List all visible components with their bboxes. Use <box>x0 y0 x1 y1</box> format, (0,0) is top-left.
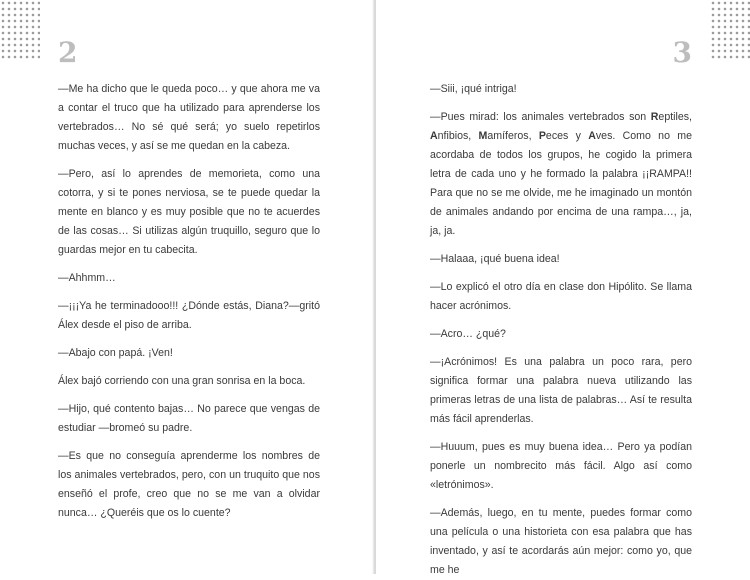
text-run: nfibios, <box>437 130 479 142</box>
page-number: 2 <box>58 36 78 69</box>
body-text <box>430 80 692 580</box>
bold-initial: R <box>650 111 659 123</box>
paragraph <box>430 108 692 241</box>
text-run: —Pues mirad: los animales vertebrados son <box>430 111 651 123</box>
paragraph: Álex bajó corriendo con una gran sonrisa en la boca. <box>58 375 306 387</box>
paragraph: —Halaaa, ¡qué buena idea! <box>430 253 560 265</box>
paragraph: —Siii, ¡qué intriga! <box>430 83 517 95</box>
paragraph: —¡Acrónimos! Es una palabra un poco rara, pero significa formar una palabra nueva utilizando las primeras letras de una lista de palabras… Así te resulta más fácil aprenderlas. <box>430 356 692 425</box>
bold-initial: M <box>478 130 488 142</box>
left-page <box>0 0 374 574</box>
bold-initial: A <box>430 130 438 142</box>
paragraph: —Huuum, pues es muy buena idea… Pero ya podían ponerle un nombrecito más fácil. Algo así como «letrónimos». <box>430 441 692 491</box>
paragraph: —Hijo, qué contento bajas… No parece que vengas de estudiar —bromeó su padre. <box>58 403 320 434</box>
paragraph: —Acro… ¿qué? <box>430 328 506 340</box>
text-run: amíferos, <box>487 130 539 142</box>
text-run: eces y <box>545 130 589 142</box>
dot-pattern-decoration <box>0 0 40 60</box>
text-run: ves. Como no me acordaba de todos los grupos, he cogido la primera letra de cada uno y he formado la palabra ¡¡RAMPA!! Para que no se me olvide, me he imaginado un montón de animales andando por encima de una rampa…, ja, ja, ja. <box>430 130 692 237</box>
paragraph: —Lo explicó el otro día en clase don Hipólito. Se llama hacer acrónimos. <box>430 281 692 312</box>
paragraph: —¡¡¡Ya he terminadooo!!! ¿Dónde estás, Diana?—gritó Álex desde el piso de arriba. <box>58 300 320 331</box>
paragraph: —Además, luego, en tu mente, puedes formar como una película o una historieta con esa palabra que has inventado, y así te acordarás aún mejor: como yo, que me he <box>430 507 692 576</box>
body-text <box>58 80 320 523</box>
paragraph: —Pero, así lo aprendes de memorieta, como una cotorra, y si te pones nerviosa, se te puede quedar la mente en blanco y es muy posible que no te acuerdes de las cosas… Si utilizas algún truquillo, seguro que lo guardas mejor en tu cabecita. <box>58 168 320 256</box>
text-run: eptiles, <box>658 111 692 123</box>
paragraph: —Ahhmm… <box>58 272 116 284</box>
dot-pattern-decoration <box>710 0 750 60</box>
bold-initial: P <box>538 130 546 142</box>
paragraph: —Es que no conseguía aprenderme los nombres de los animales vertebrados, pero, con un truquito que nos enseñó el profe, creo que no se me van a olvidar nunca… ¿Queréis que os lo cuente? <box>58 450 320 519</box>
right-page <box>376 0 750 574</box>
paragraph: —Abajo con papá. ¡Ven! <box>58 347 173 359</box>
page-number: 3 <box>672 36 692 69</box>
paragraph: —Me ha dicho que le queda poco… y que ahora me va a contar el truco que ha utilizado para aprenderse los vertebrados… No sé qué será; yo suelo repetirlos muchas veces, y así se me quedan en la cabeza. <box>58 83 320 152</box>
bold-initial: A <box>588 130 596 142</box>
